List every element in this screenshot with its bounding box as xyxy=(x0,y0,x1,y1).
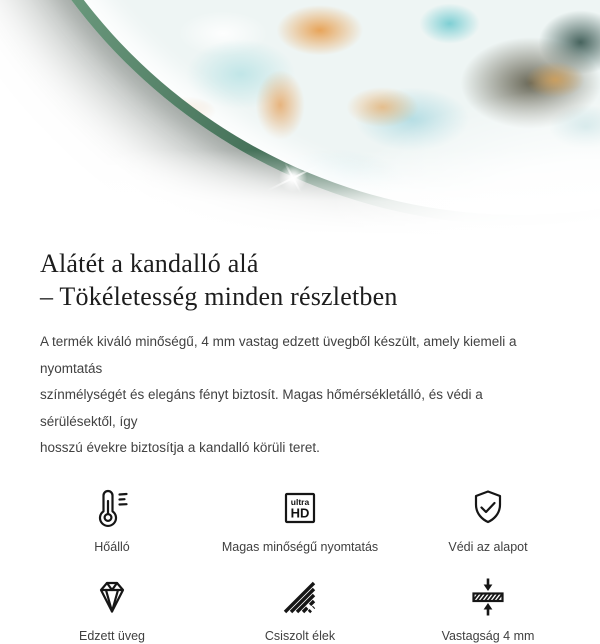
feature-protects-base xyxy=(394,482,582,555)
feature-grid xyxy=(18,482,582,644)
feature-label: Védi az alapot xyxy=(448,540,527,555)
feature-label: Edzett üveg xyxy=(79,629,145,644)
feature-label: Csiszolt élek xyxy=(265,629,335,644)
feature-label: Magas minőségű nyomtatás xyxy=(222,540,378,555)
feature-high-quality-print xyxy=(206,482,394,555)
svg-text:ultra: ultra xyxy=(291,497,310,507)
page-title xyxy=(40,247,560,313)
page-title-line1: Alátét a kandalló alá xyxy=(40,249,259,278)
diamond-icon xyxy=(90,571,134,619)
feature-thickness xyxy=(394,571,582,644)
description-line: színmélységét és elegáns fényt biztosít. Magas hőmérsékletálló, és védi a sérülésektől, így xyxy=(40,382,560,435)
thermometer-icon xyxy=(90,482,134,530)
feature-label: Hőálló xyxy=(94,540,129,555)
feature-heat-resistant xyxy=(18,482,206,555)
description-line: hosszú évekre biztosítja a kandalló körüli teret. xyxy=(40,435,560,462)
product-photo xyxy=(0,0,600,235)
feature-polished-edges xyxy=(206,571,394,644)
product-description-section xyxy=(0,235,600,462)
page-title-line2: – Tökéletesség minden részletben xyxy=(40,282,398,311)
svg-text:HD: HD xyxy=(291,505,310,520)
description-line: A termék kiváló minőségű, 4 mm vastag edzett üvegből készült, amely kiemeli a nyomtatás xyxy=(40,329,560,382)
ultra-hd-icon xyxy=(278,482,322,530)
shield-check-icon xyxy=(466,482,510,530)
bottom-right-fade xyxy=(320,85,600,235)
feature-label: Vastagság 4 mm xyxy=(442,629,535,644)
diagonal-stripes-icon xyxy=(278,571,322,619)
thickness-icon xyxy=(466,571,510,619)
product-description xyxy=(40,329,560,462)
feature-tempered-glass xyxy=(18,571,206,644)
